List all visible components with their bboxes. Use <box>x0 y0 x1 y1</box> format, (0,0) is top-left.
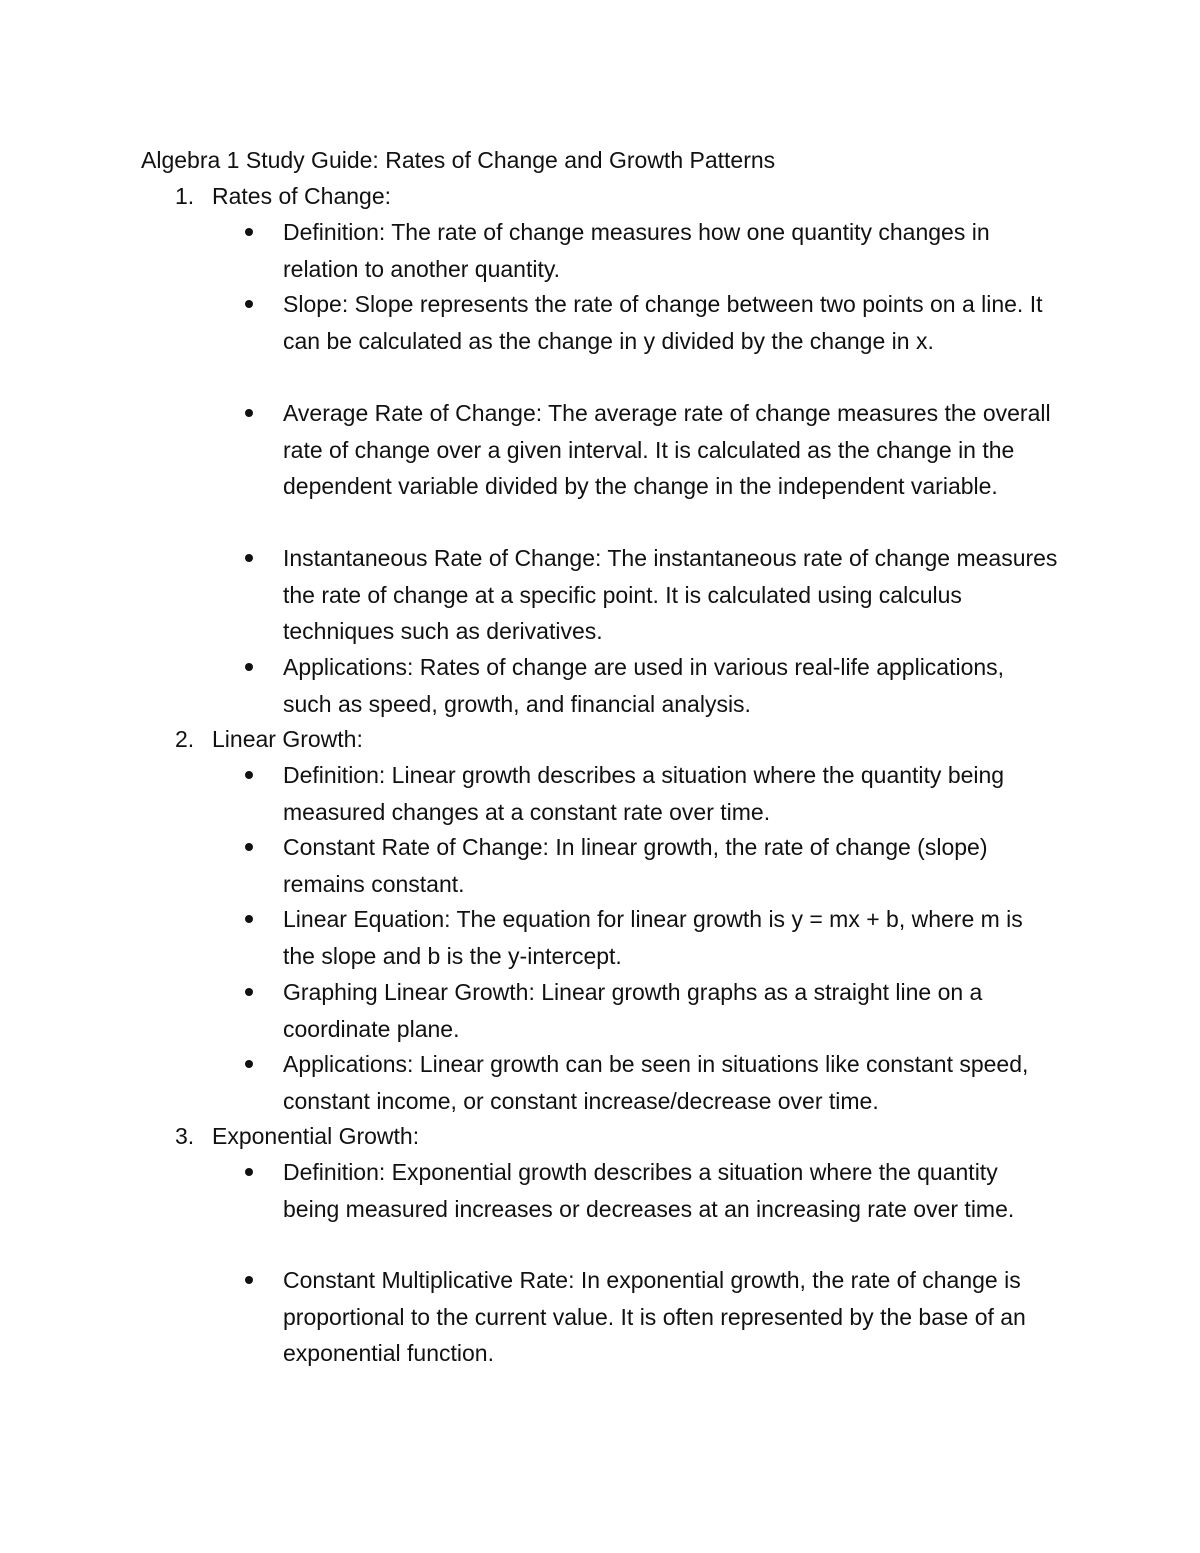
list-item-text: Average Rate of Change: The average rate of change measures the overall rate of change over a given interval. It is calculated as the change in the dependent variable divided by the change in the independent variable. <box>283 400 1051 499</box>
list-item-text: Definition: Exponential growth describes a situation where the quantity being measured increases or decreases at an increasing rate over time. <box>283 1159 1015 1222</box>
bullet-icon <box>245 988 253 996</box>
list-item-text: Applications: Rates of change are used in various real-life applications, such as speed, growth, and financial analysis. <box>283 654 1005 717</box>
bullet-icon <box>245 915 253 923</box>
section-label: Rates of Change: <box>212 183 392 209</box>
list-item-text: Instantaneous Rate of Change: The instantaneous rate of change measures the rate of change at a specific point. It is calculated using calculus techniques such as derivatives. <box>283 545 1058 644</box>
list-item-text: Constant Rate of Change: In linear growth, the rate of change (slope) remains constant. <box>283 834 988 897</box>
bullet-icon <box>245 1276 253 1284</box>
section-heading <box>0 178 1200 214</box>
bullet-icon <box>245 663 253 671</box>
list-item-text: Definition: Linear growth describes a situation where the quantity being measured changes at a constant rate over time. <box>283 762 1005 825</box>
section-label: Exponential Growth: <box>212 1123 420 1149</box>
bullet-icon <box>245 409 253 417</box>
list-item-text: Definition: The rate of change measures how one quantity changes in relation to another quantity. <box>283 219 990 282</box>
section-label: Linear Growth: <box>212 726 363 752</box>
section-number: 1. <box>175 183 195 209</box>
bullet-icon <box>245 843 253 851</box>
section-number: 2. <box>175 726 195 752</box>
bullet-icon <box>245 1060 253 1068</box>
list-item-text: Graphing Linear Growth: Linear growth graphs as a straight line on a coordinate plane. <box>283 979 983 1042</box>
list-item-text: Constant Multiplicative Rate: In exponential growth, the rate of change is proportional to the current value. It is often represented by the base of an exponential function. <box>283 1267 1026 1366</box>
bullet-icon <box>245 554 253 562</box>
section-number: 3. <box>175 1123 195 1149</box>
section-heading <box>0 1118 1200 1154</box>
bullet-icon <box>245 771 253 779</box>
list-item-text: Slope: Slope represents the rate of change between two points on a line. It can be calculated as the change in y divided by the change in x. <box>283 291 1043 354</box>
bullet-icon <box>245 228 253 236</box>
page-title: Algebra 1 Study Guide: Rates of Change and Growth Patterns <box>141 147 776 173</box>
bullet-icon <box>245 1168 253 1176</box>
section-heading <box>0 721 1200 757</box>
list-item-text: Applications: Linear growth can be seen in situations like constant speed, constant income, or constant increase/decrease over time. <box>283 1051 1029 1114</box>
list-item-text: Linear Equation: The equation for linear growth is y = mx + b, where m is the slope and b is the y-intercept. <box>283 906 1023 969</box>
bullet-icon <box>245 300 253 308</box>
